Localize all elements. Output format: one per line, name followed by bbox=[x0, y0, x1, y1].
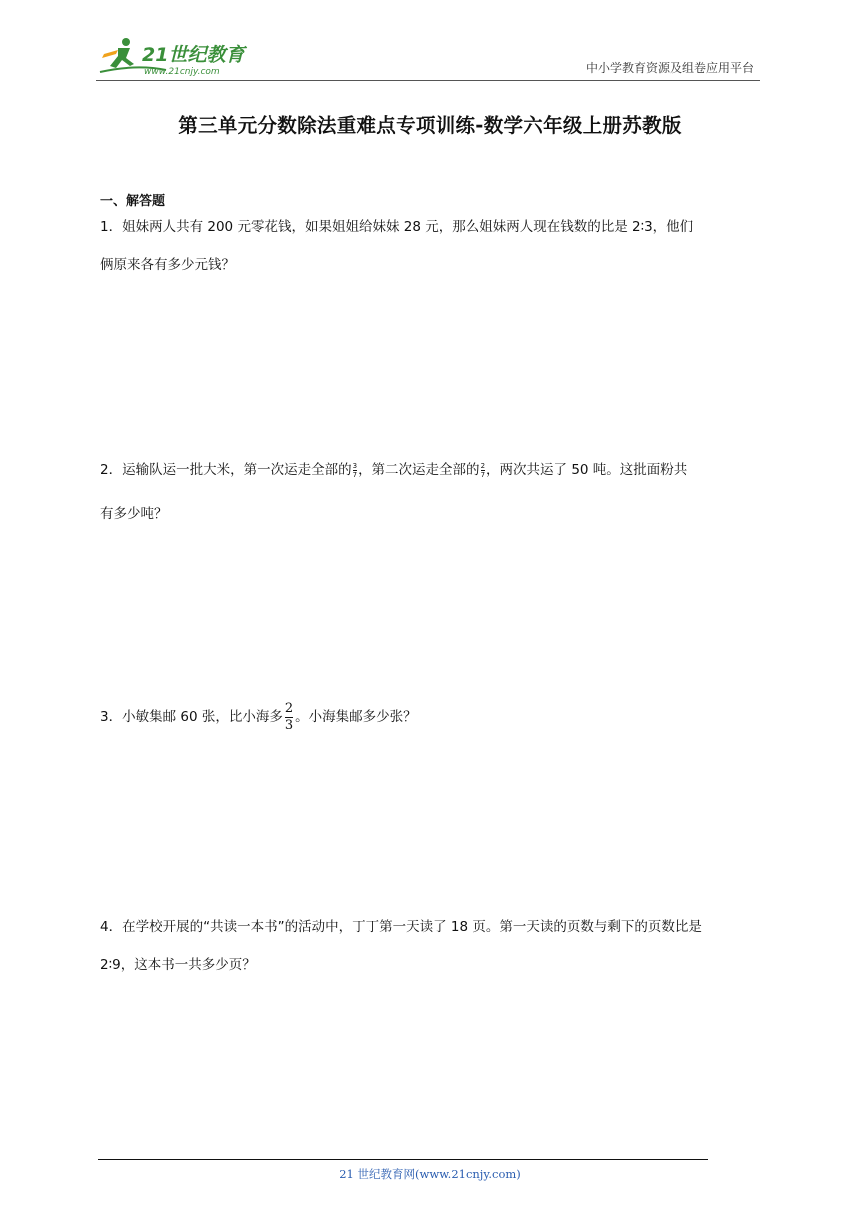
question-2-text-b: ，第二次运走全部的 bbox=[358, 462, 480, 478]
fraction-denominator: 7 bbox=[352, 470, 358, 479]
question-4-line-1: 4．在学校开展的“共读一本书”的活动中，丁丁第一天读了 18 页。第一天读的页数与剩下的页数比是 bbox=[100, 919, 702, 935]
question-1 bbox=[100, 208, 764, 284]
21cnjy-logo bbox=[96, 34, 266, 78]
footer-link[interactable]: 21 世纪教育网(www.21cnjy.com) bbox=[339, 1167, 521, 1181]
question-3-text-b: 。小海集邮多少张？ bbox=[295, 709, 417, 725]
question-2-text-c: ，两次共运了 50 吨。这批面粉共 bbox=[486, 462, 688, 478]
fraction-denominator: 3 bbox=[284, 717, 294, 733]
platform-tagline: 中小学教育资源及组卷应用平台 bbox=[585, 61, 754, 75]
fraction-2-7 bbox=[481, 462, 485, 479]
footer-divider bbox=[98, 1159, 708, 1160]
question-2-line-1 bbox=[100, 451, 764, 489]
fraction-numerator: 2 bbox=[480, 461, 486, 470]
question-2 bbox=[100, 451, 764, 533]
fraction-denominator: 7 bbox=[480, 470, 486, 479]
question-3 bbox=[100, 698, 764, 736]
question-1-line-1: 1．姐妹两人共有 200 元零花钱，如果姐姐给妹妹 28 元，那么姐妹两人现在钱数的比是 2∶3，他们 bbox=[100, 219, 694, 235]
fraction-3-7 bbox=[353, 462, 357, 479]
page-header bbox=[96, 34, 760, 81]
svg-text:www.21cnjy.com: www.21cnjy.com bbox=[144, 67, 220, 77]
fraction-numerator: 2 bbox=[284, 700, 294, 716]
question-3-text-a: 3．小敏集邮 60 张，比小海多 bbox=[100, 709, 283, 725]
page-title: 第三单元分数除法重难点专项训练-数学六年级上册苏教版 bbox=[178, 114, 682, 137]
question-2-line-2: 有多少吨？ bbox=[100, 506, 168, 522]
question-4 bbox=[100, 908, 764, 984]
question-1-line-2: 俩原来各有多少元钱？ bbox=[100, 257, 235, 273]
svg-text:21世纪教育: 21世纪教育 bbox=[142, 44, 245, 66]
fraction-numerator: 3 bbox=[352, 461, 358, 470]
question-2-text-a: 2．运输队运一批大米，第一次运走全部的 bbox=[100, 462, 352, 478]
section-heading: 一、解答题 bbox=[100, 194, 166, 209]
fraction-2-3 bbox=[285, 701, 293, 734]
question-4-line-2: 2∶9，这本书一共多少页？ bbox=[100, 957, 256, 973]
